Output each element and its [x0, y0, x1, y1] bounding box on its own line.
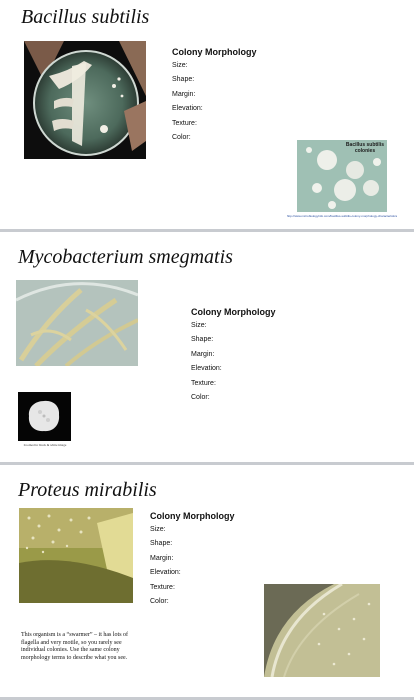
colony-morphology-heading: Colony Morphology — [150, 511, 235, 521]
swarmer-note: This organism is a “swarmer” – it has lots of flagella and very motile, so you rarely see individual colonies. Use the same colony morphology terms to describe what you see. — [21, 632, 129, 661]
field-elevation: Elevation: — [150, 569, 181, 577]
slide-title: Mycobacterium smegmatis — [18, 246, 233, 268]
field-color: Color: — [150, 598, 169, 606]
colony-morphology-heading: Colony Morphology — [191, 307, 276, 317]
inset-label-line1: Bacillus subtilis — [345, 142, 384, 148]
source-link[interactable]: http://www.microbiologyinfo.com/bacillus-subtilis-colony-morphology-characteristics — [286, 214, 398, 218]
field-color: Color: — [191, 394, 210, 402]
field-size: Size: — [191, 322, 207, 329]
slide-title: Bacillus subtilis — [21, 6, 150, 28]
inset-label-line2: colonies — [354, 148, 376, 154]
field-shape: Shape: — [150, 540, 173, 548]
culture-plate-photo — [16, 280, 138, 366]
petri-dish-photo — [24, 41, 146, 159]
swarming-plate-photo — [19, 508, 133, 603]
colonies-closeup-photo — [297, 140, 387, 212]
field-texture: Texture: — [172, 119, 197, 127]
colony-morphology-list — [150, 509, 235, 609]
zoomed-colony-photo — [18, 392, 71, 441]
slide-mycobacterium-smegmatis — [0, 232, 414, 462]
slide-proteus-mirabilis — [0, 465, 414, 700]
plate-edge-photo — [264, 584, 380, 677]
colony-morphology-list — [191, 305, 276, 405]
field-margin: Margin: — [191, 350, 215, 358]
slide-bacillus-subtilis — [0, 0, 414, 229]
field-shape: Shape: — [172, 76, 195, 84]
field-color: Color: — [172, 134, 191, 142]
colony-morphology-list — [172, 45, 257, 145]
field-elevation: Elevation: — [191, 365, 222, 373]
field-shape: Shape: — [191, 336, 214, 344]
field-texture: Texture: — [191, 379, 216, 387]
field-margin: Margin: — [172, 90, 196, 98]
zoom-caption: Zoomed in black & white image — [23, 443, 67, 447]
inset-label — [346, 142, 384, 154]
colony-morphology-heading: Colony Morphology — [172, 47, 257, 57]
field-elevation: Elevation: — [172, 105, 203, 113]
slide-title: Proteus mirabilis — [18, 479, 157, 501]
field-size: Size: — [172, 62, 188, 69]
field-margin: Margin: — [150, 554, 174, 562]
field-texture: Texture: — [150, 583, 175, 591]
field-size: Size: — [150, 526, 166, 533]
